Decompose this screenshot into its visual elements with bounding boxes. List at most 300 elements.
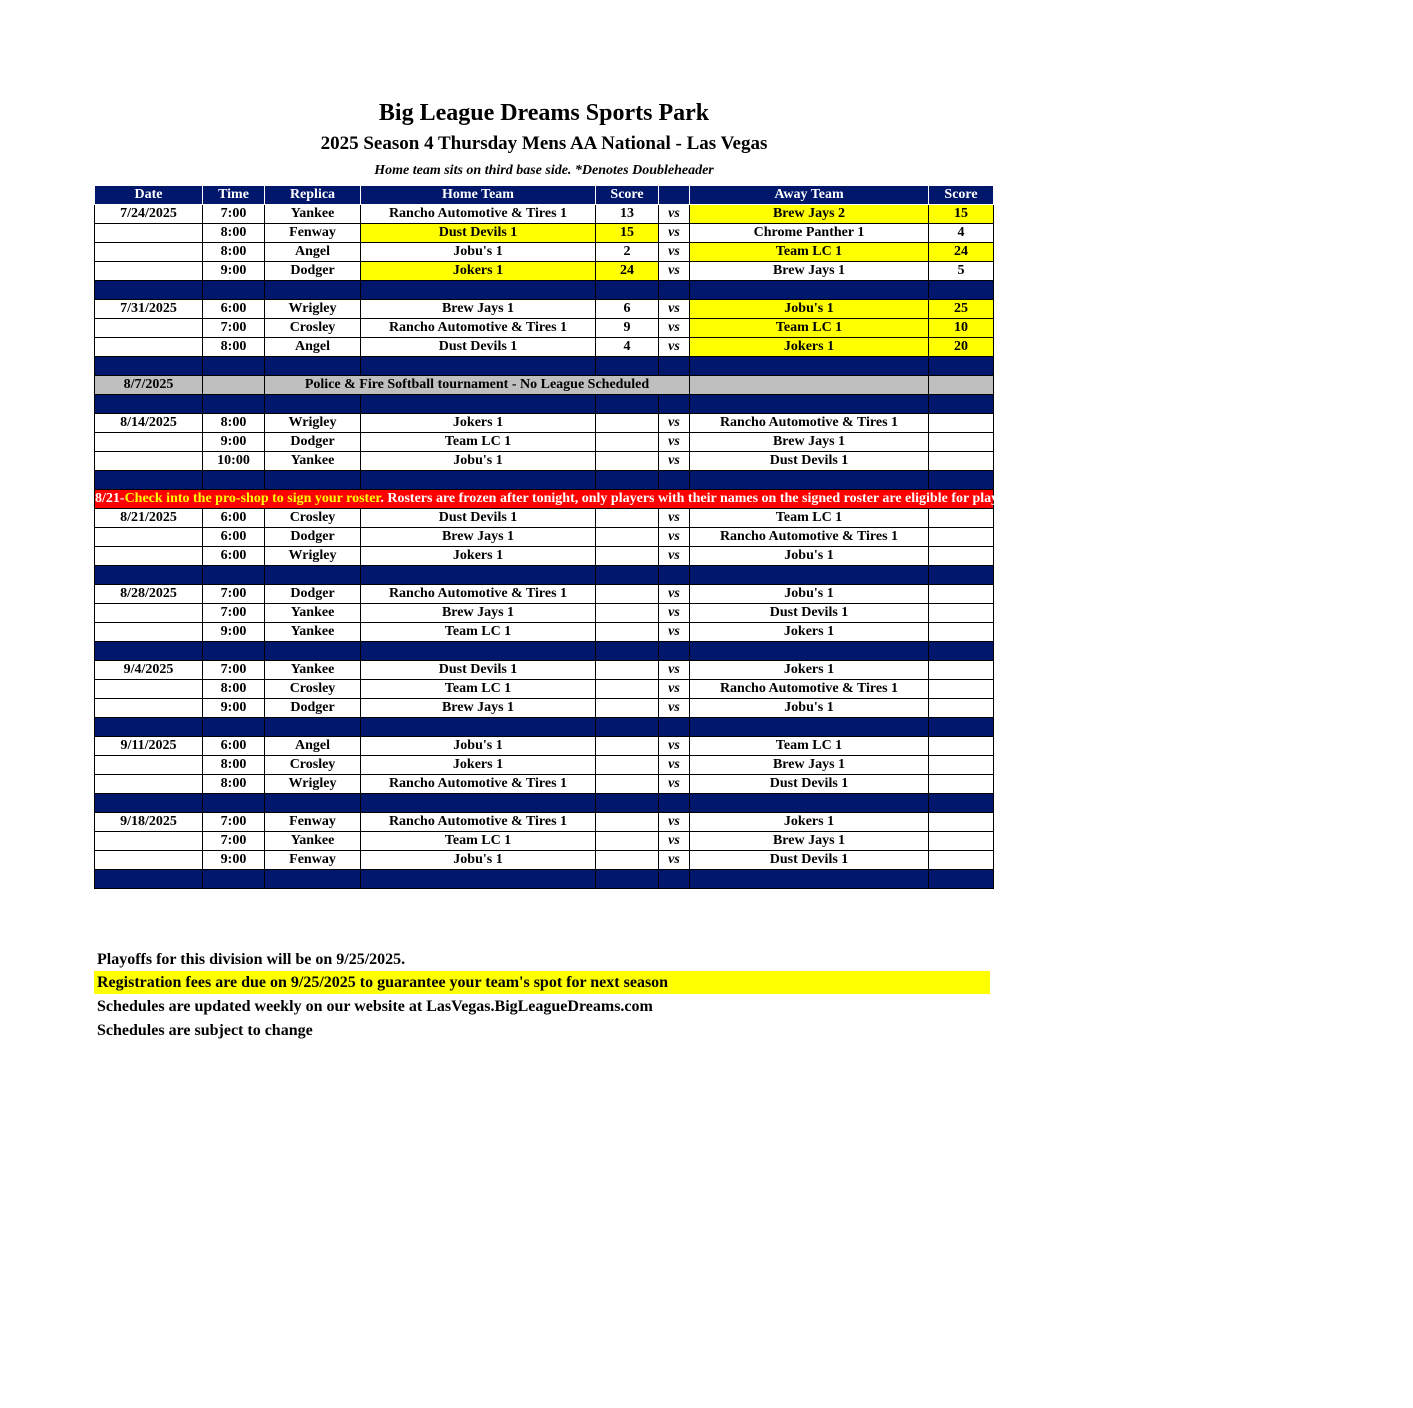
home-score-cell: 4 [596,338,659,357]
separator-row [95,395,994,414]
replica-cell: Fenway [265,813,361,832]
time-cell: 6:00 [203,737,265,756]
date-cell [95,775,203,794]
away-team-cell: Dust Devils 1 [690,851,929,870]
replica-cell: Dodger [265,528,361,547]
separator-cell [95,870,203,889]
separator-cell [95,566,203,585]
separator-cell [659,794,690,813]
separator-row [95,566,994,585]
vs-cell: vs [659,414,690,433]
replica-cell: Dodger [265,262,361,281]
separator-cell [95,642,203,661]
home-score-cell [596,452,659,471]
vs-cell: vs [659,224,690,243]
game-row [95,604,994,623]
separator-cell [929,642,994,661]
home-score-cell [596,699,659,718]
date-cell: 8/28/2025 [95,585,203,604]
separator-cell [95,471,203,490]
away-score-cell [929,528,994,547]
away-team-cell: Team LC 1 [690,319,929,338]
vs-cell: vs [659,338,690,357]
away-team-cell: Team LC 1 [690,243,929,262]
date-cell: 9/4/2025 [95,661,203,680]
separator-cell [265,642,361,661]
time-cell: 6:00 [203,528,265,547]
away-team-cell: Jobu's 1 [690,547,929,566]
replica-cell: Dodger [265,433,361,452]
home-score-cell [596,509,659,528]
replica-cell: Yankee [265,623,361,642]
separator-cell [203,357,265,376]
home-team-cell: Jokers 1 [361,262,596,281]
home-score-cell [596,680,659,699]
replica-cell: Angel [265,737,361,756]
game-row [95,262,994,281]
game-row [95,775,994,794]
date-cell: 7/24/2025 [95,205,203,224]
date-cell [95,851,203,870]
away-team-cell: Brew Jays 1 [690,756,929,775]
vs-cell: vs [659,585,690,604]
separator-cell [596,357,659,376]
notice-highlight: Check into the pro-shop to sign your roster [124,491,381,506]
separator-cell [690,471,929,490]
time-cell: 9:00 [203,851,265,870]
time-cell: 9:00 [203,262,265,281]
away-score-cell [929,680,994,699]
separator-cell [929,395,994,414]
game-row [95,452,994,471]
date-cell [95,319,203,338]
separator-cell [203,718,265,737]
home-team-cell: Rancho Automotive & Tires 1 [361,205,596,224]
replica-cell: Wrigley [265,414,361,433]
header-replica: Replica [265,186,361,205]
separator-cell [596,281,659,300]
time-cell: 8:00 [203,224,265,243]
vs-cell: vs [659,433,690,452]
away-score-cell [929,376,994,395]
home-score-cell [596,623,659,642]
game-row [95,547,994,566]
separator-cell [361,395,596,414]
no-league-row [95,376,994,395]
separator-row [95,471,994,490]
separator-cell [361,718,596,737]
separator-cell [361,357,596,376]
date-cell: 9/11/2025 [95,737,203,756]
game-row [95,680,994,699]
away-score-cell [929,699,994,718]
home-score-cell [596,528,659,547]
replica-cell: Wrigley [265,775,361,794]
game-row [95,414,994,433]
home-score-cell [596,813,659,832]
away-team-cell: Rancho Automotive & Tires 1 [690,680,929,699]
home-score-cell [596,547,659,566]
time-cell: 10:00 [203,452,265,471]
time-cell: 8:00 [203,243,265,262]
separator-cell [203,794,265,813]
separator-cell [690,718,929,737]
time-cell: 6:00 [203,547,265,566]
vs-cell: vs [659,699,690,718]
away-score-cell [929,452,994,471]
header-vs [659,186,690,205]
date-cell [95,680,203,699]
separator-cell [265,357,361,376]
away-score-cell [929,832,994,851]
vs-cell: vs [659,452,690,471]
time-cell: 7:00 [203,604,265,623]
separator-cell [659,718,690,737]
away-score-cell [929,433,994,452]
separator-cell [361,870,596,889]
replica-cell: Angel [265,243,361,262]
away-score-cell: 24 [929,243,994,262]
away-team-cell: Jokers 1 [690,338,929,357]
home-score-cell [596,604,659,623]
separator-cell [203,566,265,585]
home-team-cell: Rancho Automotive & Tires 1 [361,585,596,604]
replica-cell: Yankee [265,604,361,623]
separator-cell [203,281,265,300]
separator-cell [203,870,265,889]
separator-cell [361,642,596,661]
page-title: Big League Dreams Sports Park [378,100,710,126]
vs-cell: vs [659,528,690,547]
home-team-cell: Team LC 1 [361,623,596,642]
home-team-cell: Brew Jays 1 [361,300,596,319]
replica-cell: Crosley [265,680,361,699]
game-row [95,737,994,756]
away-score-cell [929,623,994,642]
separator-row [95,642,994,661]
separator-row [95,870,994,889]
playoffs-note: Playoffs for this division will be on 9/25/2025. [97,951,406,968]
separator-cell [929,870,994,889]
home-score-cell [596,414,659,433]
separator-cell [596,870,659,889]
home-score-cell [596,851,659,870]
home-score-cell: 15 [596,224,659,243]
vs-cell: vs [659,813,690,832]
home-score-cell [596,661,659,680]
date-cell [95,243,203,262]
away-score-cell [929,661,994,680]
home-team-cell: Team LC 1 [361,680,596,699]
time-cell: 6:00 [203,509,265,528]
home-team-cell: Jobu's 1 [361,243,596,262]
game-row [95,756,994,775]
separator-cell [929,281,994,300]
home-team-cell: Jokers 1 [361,756,596,775]
separator-cell [265,718,361,737]
away-score-cell [929,547,994,566]
separator-cell [690,395,929,414]
home-score-cell: 6 [596,300,659,319]
date-cell: 7/31/2025 [95,300,203,319]
separator-cell [95,718,203,737]
vs-cell: vs [659,547,690,566]
vs-cell: vs [659,756,690,775]
separator-cell [361,281,596,300]
home-team-cell: Brew Jays 1 [361,528,596,547]
away-team-cell: Jobu's 1 [690,585,929,604]
change-note: Schedules are subject to change [97,1022,313,1039]
game-row [95,661,994,680]
game-row [95,509,994,528]
schedule-note: Home team sits on third base side. *Denotes Doubleheader [374,163,714,178]
away-team-cell: Rancho Automotive & Tires 1 [690,414,929,433]
away-team-cell [690,376,929,395]
game-row [95,300,994,319]
away-team-cell: Jokers 1 [690,813,929,832]
separator-cell [95,794,203,813]
time-cell: 6:00 [203,300,265,319]
vs-cell: vs [659,832,690,851]
replica-cell: Yankee [265,452,361,471]
home-team-cell: Rancho Automotive & Tires 1 [361,775,596,794]
away-team-cell: Dust Devils 1 [690,452,929,471]
home-score-cell [596,832,659,851]
time-cell: 8:00 [203,680,265,699]
separator-row [95,794,994,813]
header-home-team: Home Team [361,186,596,205]
away-team-cell: Team LC 1 [690,737,929,756]
date-cell [95,623,203,642]
time-cell: 7:00 [203,832,265,851]
replica-cell: Dodger [265,699,361,718]
separator-cell [265,471,361,490]
separator-cell [929,471,994,490]
page-subtitle: 2025 Season 4 Thursday Mens AA National - Las Vegas [320,133,768,154]
away-score-cell [929,509,994,528]
date-cell [95,756,203,775]
replica-cell: Crosley [265,319,361,338]
home-team-cell: Team LC 1 [361,433,596,452]
time-cell: 7:00 [203,205,265,224]
time-cell: 8:00 [203,756,265,775]
separator-cell [690,642,929,661]
home-score-cell: 24 [596,262,659,281]
separator-cell [690,794,929,813]
time-cell: 8:00 [203,414,265,433]
website-note: Schedules are updated weekly on our website at LasVegas.BigLeagueDreams.com [97,998,653,1015]
time-cell: 9:00 [203,699,265,718]
separator-cell [95,395,203,414]
game-row [95,528,994,547]
away-score-cell [929,775,994,794]
away-team-cell: Team LC 1 [690,509,929,528]
home-score-cell [596,737,659,756]
separator-cell [265,566,361,585]
replica-cell: Yankee [265,832,361,851]
home-score-cell [596,775,659,794]
time-cell [203,376,265,395]
time-cell: 7:00 [203,585,265,604]
date-cell [95,433,203,452]
time-cell: 7:00 [203,319,265,338]
game-row [95,205,994,224]
game-row [95,433,994,452]
separator-cell [95,357,203,376]
away-score-cell: 5 [929,262,994,281]
header-date: Date [95,186,203,205]
separator-cell [929,718,994,737]
away-score-cell [929,737,994,756]
replica-cell: Yankee [265,205,361,224]
separator-cell [690,281,929,300]
vs-cell: vs [659,775,690,794]
separator-cell [659,642,690,661]
separator-cell [690,566,929,585]
away-score-cell [929,851,994,870]
home-team-cell: Jobu's 1 [361,452,596,471]
separator-cell [690,357,929,376]
home-team-cell: Rancho Automotive & Tires 1 [361,319,596,338]
separator-cell [929,794,994,813]
separator-cell [596,395,659,414]
vs-cell: vs [659,262,690,281]
time-cell: 7:00 [203,813,265,832]
home-team-cell: Dust Devils 1 [361,509,596,528]
replica-cell: Fenway [265,224,361,243]
date-cell: 9/18/2025 [95,813,203,832]
vs-cell: vs [659,300,690,319]
time-cell: 9:00 [203,623,265,642]
separator-cell [596,794,659,813]
home-score-cell [596,433,659,452]
home-team-cell: Rancho Automotive & Tires 1 [361,813,596,832]
home-team-cell: Team LC 1 [361,832,596,851]
home-team-cell: Jokers 1 [361,414,596,433]
vs-cell: vs [659,319,690,338]
separator-cell [929,357,994,376]
separator-cell [265,870,361,889]
registration-note: Registration fees are due on 9/25/2025 to guarantee your team's spot for next season [94,971,990,994]
time-cell: 8:00 [203,338,265,357]
vs-cell: vs [659,243,690,262]
date-cell [95,338,203,357]
separator-cell [265,395,361,414]
date-cell [95,832,203,851]
separator-cell [203,642,265,661]
separator-row [95,718,994,737]
time-cell: 9:00 [203,433,265,452]
away-team-cell: Dust Devils 1 [690,775,929,794]
game-row [95,851,994,870]
away-team-cell: Brew Jays 2 [690,205,929,224]
home-score-cell: 9 [596,319,659,338]
away-team-cell: Brew Jays 1 [690,832,929,851]
roster-notice-row [95,490,994,509]
separator-cell [95,281,203,300]
date-cell [95,699,203,718]
replica-cell: Wrigley [265,547,361,566]
home-team-cell: Dust Devils 1 [361,338,596,357]
time-cell: 7:00 [203,661,265,680]
away-score-cell: 10 [929,319,994,338]
separator-cell [203,395,265,414]
away-team-cell: Jokers 1 [690,661,929,680]
game-row [95,585,994,604]
away-team-cell: Jobu's 1 [690,300,929,319]
header-away-team: Away Team [690,186,929,205]
home-team-cell: Dust Devils 1 [361,661,596,680]
vs-cell: vs [659,661,690,680]
date-cell [95,262,203,281]
separator-cell [596,642,659,661]
game-row [95,699,994,718]
separator-cell [929,566,994,585]
away-score-cell: 25 [929,300,994,319]
separator-cell [265,281,361,300]
away-team-cell: Jokers 1 [690,623,929,642]
home-score-cell: 2 [596,243,659,262]
separator-row [95,281,994,300]
away-team-cell: Dust Devils 1 [690,604,929,623]
separator-cell [596,566,659,585]
replica-cell: Fenway [265,851,361,870]
game-row [95,243,994,262]
replica-cell: Crosley [265,756,361,775]
home-team-cell: Brew Jays 1 [361,604,596,623]
roster-notice [95,490,1413,509]
replica-cell: Yankee [265,661,361,680]
away-team-cell: Brew Jays 1 [690,433,929,452]
header-away-score: Score [929,186,994,205]
replica-cell: Angel [265,338,361,357]
table-header-row [95,186,994,205]
vs-cell: vs [659,623,690,642]
away-score-cell: 20 [929,338,994,357]
separator-cell [265,794,361,813]
header-time: Time [203,186,265,205]
separator-cell [690,870,929,889]
away-score-cell: 4 [929,224,994,243]
separator-cell [596,718,659,737]
date-cell [95,452,203,471]
date-cell [95,547,203,566]
vs-cell: vs [659,509,690,528]
date-cell: 8/21/2025 [95,509,203,528]
replica-cell: Dodger [265,585,361,604]
game-row [95,224,994,243]
replica-cell: Crosley [265,509,361,528]
schedule-table [94,185,1413,889]
date-cell: 8/14/2025 [95,414,203,433]
game-row [95,338,994,357]
vs-cell: vs [659,604,690,623]
separator-cell [361,566,596,585]
date-cell [95,528,203,547]
away-team-cell: Jobu's 1 [690,699,929,718]
notice-text: . Rosters are frozen after tonight, only players with their names on the signed roster are eligible for playoffs. Please check carefully as changes will not be made for omissions. [380,491,1413,506]
game-row [95,623,994,642]
away-score-cell: 15 [929,205,994,224]
game-row [95,319,994,338]
header-home-score: Score [596,186,659,205]
no-league-message: Police & Fire Softball tournament - No League Scheduled [265,376,690,395]
away-score-cell [929,756,994,775]
away-score-cell [929,813,994,832]
game-row [95,813,994,832]
vs-cell: vs [659,737,690,756]
game-row [95,832,994,851]
